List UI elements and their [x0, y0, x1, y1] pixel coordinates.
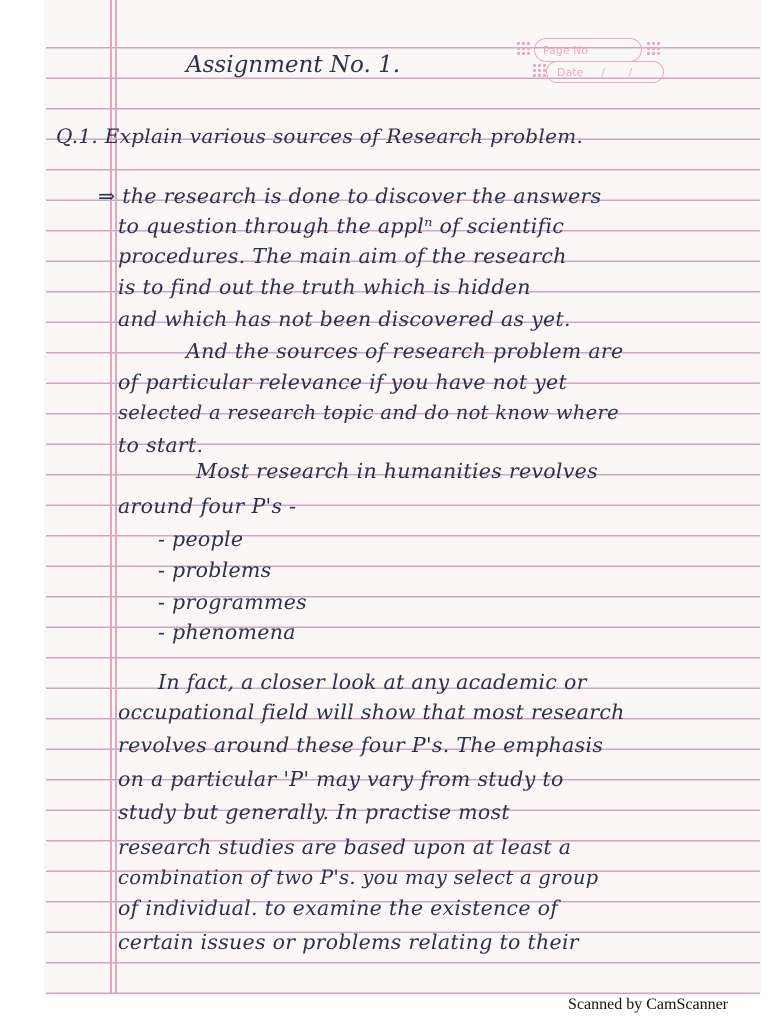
text-line: to question through the applⁿ of scientific — [118, 214, 565, 238]
margin-line-right — [115, 0, 117, 994]
text-line: And the sources of research problem are — [186, 339, 624, 363]
text-line: Most research in humanities revolves — [196, 459, 598, 483]
text-line: occupational field will show that most research — [118, 700, 625, 724]
page-number-box — [534, 38, 642, 62]
text-line: combination of two P's. you may select a group — [118, 866, 599, 889]
text-line: study but generally. In practise most — [118, 800, 510, 824]
text-line: around four P's - — [118, 494, 297, 518]
text-line: In fact, a closer look at any academic or — [158, 670, 587, 694]
text-line: of particular relevance if you have not yet — [118, 370, 568, 394]
margin-line-left — [110, 0, 112, 994]
grid-icon — [532, 63, 546, 77]
list-item: - people — [158, 527, 244, 551]
question-line: Q.1. Explain various sources of Research problem. — [56, 124, 584, 148]
text-line: revolves around these four P's. The emphasis — [118, 733, 604, 757]
notebook-page — [46, 0, 760, 994]
text-line: is to find out the truth which is hidden — [118, 275, 531, 299]
date-box — [546, 61, 664, 83]
text-line: and which has not been discovered as yet. — [118, 307, 571, 331]
grid-icon — [646, 41, 660, 55]
grid-icon — [516, 41, 530, 55]
text-line: certain issues or problems relating to their — [118, 930, 579, 954]
scanner-watermark: Scanned by CamScanner — [568, 996, 728, 1013]
list-item: - problems — [158, 558, 272, 582]
text-line: selected a research topic and do not know where — [118, 401, 619, 424]
date-value: / / — [601, 66, 643, 79]
page-title: Assignment No. 1. — [186, 52, 401, 78]
text-line: procedures. The main aim of the research — [118, 244, 567, 268]
page-no-label: Page No — [543, 44, 589, 57]
text-line: research studies are based upon at least a — [118, 835, 572, 859]
text-line: on a particular 'P' may vary from study to — [118, 767, 564, 791]
list-item: - programmes — [158, 590, 307, 614]
list-item: - phenomena — [158, 620, 296, 644]
text-line: ⇒ the research is done to discover the answers — [98, 184, 602, 208]
text-line: to start. — [118, 433, 204, 457]
date-label: Date — [557, 66, 584, 79]
text-line: of individual. to examine the existence of — [118, 896, 559, 920]
